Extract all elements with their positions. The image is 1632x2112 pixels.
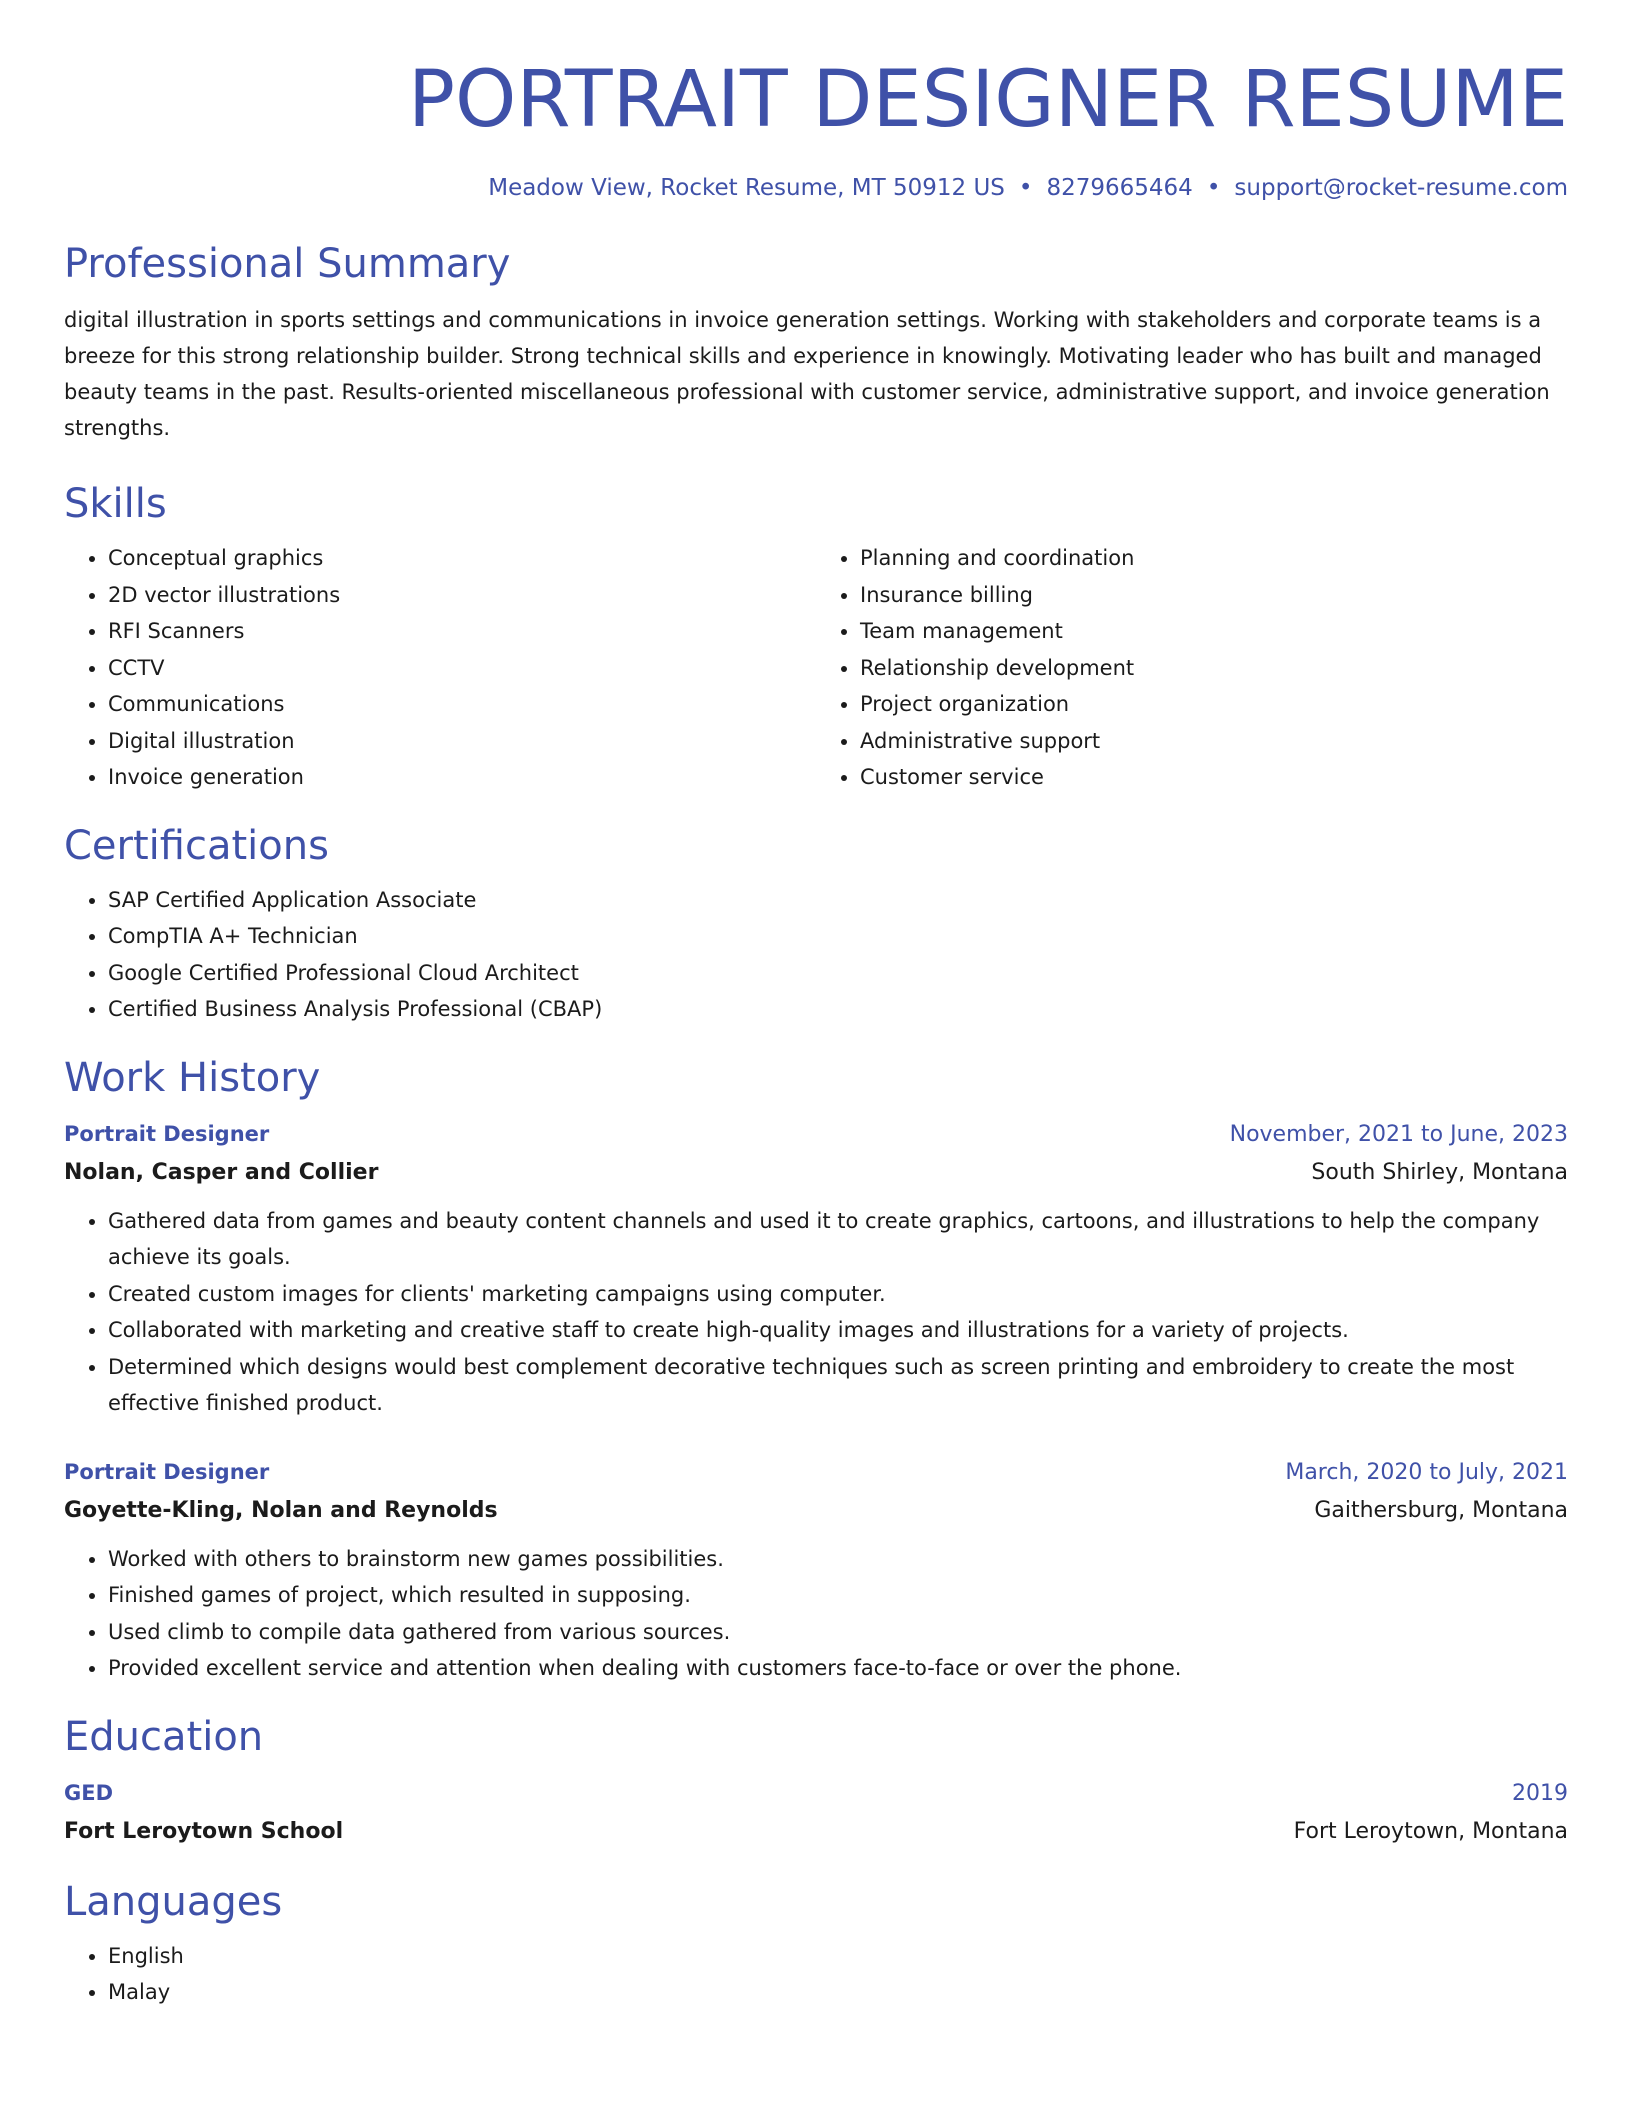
skills-list-left: [64, 540, 816, 796]
job-entry: [64, 1116, 1568, 1422]
list-item: • Collaborated with marketing and creative staff to create high-quality images and illustrations for a variety of projects.: [108, 1312, 1568, 1349]
email-link[interactable]: support@rocket-resume.com: [1234, 175, 1568, 201]
list-item: • Project organization: [860, 686, 1568, 723]
job-dates: March, 2020 to July, 2021: [1285, 1459, 1568, 1485]
resume-header: [64, 0, 1568, 204]
languages-heading: Languages: [64, 1878, 283, 1925]
job-title: Portrait Designer: [64, 1121, 270, 1146]
list-item: • Administrative support: [860, 723, 1568, 760]
list-item: • Provided excellent service and attention when dealing with customers face-to-face or over the phone.: [108, 1650, 1568, 1687]
list-item: • Google Certified Professional Cloud Architect: [108, 955, 1568, 992]
job-location: Gaithersburg, Montana: [1314, 1497, 1568, 1523]
list-item: • Gathered data from games and beauty content channels and used it to create graphics, cartoons, and illustrations to help the company achieve its goals.: [108, 1203, 1568, 1276]
list-item: • Planning and coordination: [860, 540, 1568, 577]
work-history-section: [64, 1052, 1568, 1687]
list-item: • Used climb to compile data gathered from various sources.: [108, 1614, 1568, 1651]
list-item: • Certified Business Analysis Professional (CBAP): [108, 991, 1568, 1028]
separator-dot: •: [1206, 175, 1221, 201]
job-title-row: [64, 1454, 1568, 1491]
job-entry: [64, 1454, 1568, 1687]
graduation-year: 2019: [1512, 1780, 1568, 1806]
list-item: • Insurance billing: [860, 577, 1568, 614]
list-item: • Relationship development: [860, 650, 1568, 687]
list-item: • Worked with others to brainstorm new games possibilities.: [108, 1541, 1568, 1578]
separator-dot: •: [1018, 175, 1033, 201]
school-row: [64, 1812, 1568, 1852]
list-item: • CompTIA A+ Technician: [108, 918, 1568, 955]
list-item: • Conceptual graphics: [108, 540, 816, 577]
summary-text: digital illustration in sports settings and communications in invoice generation settings. Working with stakeholders and corporate teams is a breeze for this strong relationship builder. Strong technical skills and experience in knowingly. Motivating leader who has built and managed beauty teams in the past. Results-oriented miscellaneous professional with customer service, administrative support, and invoice generation strengths.: [64, 308, 1550, 440]
job-bullets: [64, 1203, 1568, 1422]
summary-section: [64, 238, 1568, 446]
list-item: • RFI Scanners: [108, 613, 816, 650]
company-row: [64, 1491, 1568, 1531]
list-item: • 2D vector illustrations: [108, 577, 816, 614]
list-item: • Team management: [860, 613, 1568, 650]
list-item: • Malay: [108, 1974, 1568, 2011]
phone-text: 8279665464: [1046, 175, 1193, 201]
education-heading: Education: [64, 1713, 264, 1760]
skills-section: [64, 478, 1568, 796]
certifications-list: [64, 882, 1568, 1028]
contact-line: [64, 172, 1568, 204]
list-item: • SAP Certified Application Associate: [108, 882, 1568, 919]
skills-list-right: [816, 540, 1568, 796]
resume-page: [64, 0, 1568, 2011]
job-title-row: [64, 1116, 1568, 1153]
job-title: Portrait Designer: [64, 1459, 270, 1484]
company-name: Goyette-Kling, Nolan and Reynolds: [64, 1497, 498, 1523]
degree-name: GED: [64, 1780, 114, 1805]
list-item: • English: [108, 1938, 1568, 1975]
school-location: Fort Leroytown, Montana: [1293, 1818, 1568, 1844]
list-item: • Created custom images for clients' marketing campaigns using computer.: [108, 1276, 1568, 1313]
list-item: • Determined which designs would best complement decorative techniques such as screen printing and embroidery to create the most effective finished product.: [108, 1349, 1568, 1422]
work-history-heading: Work History: [64, 1054, 321, 1101]
languages-section: [64, 1876, 1568, 2011]
list-item: • Digital illustration: [108, 723, 816, 760]
certifications-section: [64, 820, 1568, 1028]
education-section: [64, 1711, 1568, 1852]
list-item: • Customer service: [860, 759, 1568, 796]
job-dates: November, 2021 to June, 2023: [1229, 1121, 1568, 1147]
company-row: [64, 1153, 1568, 1193]
list-item: • Communications: [108, 686, 816, 723]
skills-columns: [64, 540, 1568, 796]
page-title: PORTRAIT DESIGNER RESUME: [407, 55, 1568, 145]
languages-list: [64, 1938, 1568, 2011]
job-bullets: [64, 1541, 1568, 1687]
company-name: Nolan, Casper and Collier: [64, 1159, 379, 1185]
certifications-heading: Certifications: [64, 822, 329, 869]
school-name: Fort Leroytown School: [64, 1818, 344, 1844]
education-entry: [64, 1775, 1568, 1852]
degree-row: [64, 1775, 1568, 1812]
list-item: • Finished games of project, which resulted in supposing.: [108, 1577, 1568, 1614]
list-item: • Invoice generation: [108, 759, 816, 796]
summary-heading: Professional Summary: [64, 241, 511, 287]
skills-heading: Skills: [64, 481, 167, 527]
address-text: Meadow View, Rocket Resume, MT 50912 US: [488, 175, 1005, 201]
job-location: South Shirley, Montana: [1311, 1159, 1568, 1185]
list-item: • CCTV: [108, 650, 816, 687]
